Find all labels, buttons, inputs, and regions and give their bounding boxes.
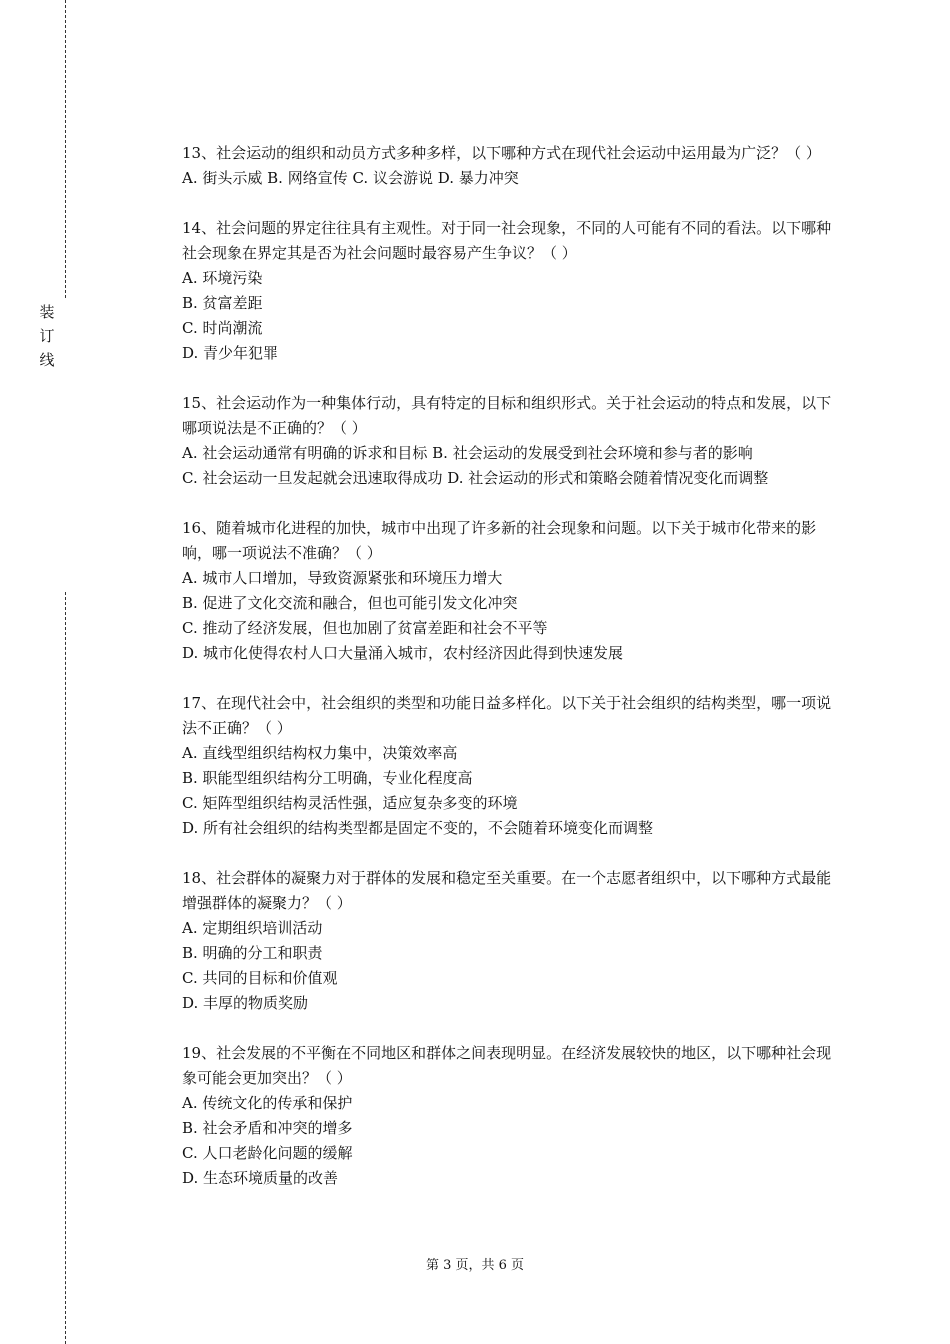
question-stem: 14、社会问题的界定往往具有主观性。对于同一社会现象，不同的人可能有不同的看法。以下哪种社会现象在界定其是否为社会问题时最容易产生争议？（ ） [182,219,832,262]
question-14 [182,216,842,366]
option-c: C. 时尚潮流 [182,319,263,337]
option-d: D. 生态环境质量的改善 [182,1169,339,1187]
binding-char: 线 [39,351,55,369]
option-c: C. 推动了经济发展，但也加剧了贫富差距和社会不平等 [182,619,548,637]
question-stem: 18、社会群体的凝聚力对于群体的发展和稳定至关重要。在一个志愿者组织中，以下哪种方式最能增强群体的凝聚力？（ ） [182,869,832,912]
question-stem: 13、社会运动的组织和动员方式多种多样，以下哪种方式在现代社会运动中运用最为广泛？（ ） [182,144,821,162]
option-a: A. 环境污染 [182,269,263,287]
question-15 [182,391,842,491]
option-d: D. 城市化使得农村人口大量涌入城市，农村经济因此得到快速发展 [182,644,624,662]
question-19 [182,1041,842,1191]
option-d: D. 丰厚的物质奖励 [182,994,309,1012]
option-c: C. 人口老龄化问题的缓解 [182,1144,353,1162]
option-a: A. 传统文化的传承和保护 [182,1094,353,1112]
question-stem: 17、在现代社会中，社会组织的类型和功能日益多样化。以下关于社会组织的结构类型，哪一项说法不正确？（ ） [182,694,832,737]
question-13 [182,141,842,191]
question-stem: 15、社会运动作为一种集体行动，具有特定的目标和组织形式。关于社会运动的特点和发展，以下哪项说法是不正确的？（ ） [182,394,832,437]
option-c: C. 共同的目标和价值观 [182,969,338,987]
binding-line-top [65,0,66,298]
binding-char: 订 [39,327,55,345]
option-b: B. 社会矛盾和冲突的增多 [182,1119,353,1137]
option-a: A. 直线型组织结构权力集中，决策效率高 [182,744,458,762]
option-b: B. 贫富差距 [182,294,263,312]
binding-label [37,300,57,372]
option-b: B. 职能型组织结构分工明确，专业化程度高 [182,769,473,787]
option-line: A. 街头示威 B. 网络宣传 C. 议会游说 D. 暴力冲突 [182,169,519,187]
option-a: A. 城市人口增加，导致资源紧张和环境压力增大 [182,569,503,587]
question-18 [182,866,842,1016]
binding-char: 装 [39,303,55,321]
question-17 [182,691,842,841]
option-line: C. 社会运动一旦发起就会迅速取得成功 D. 社会运动的形式和策略会随着情况变化而调整 [182,469,769,487]
question-stem: 16、随着城市化进程的加快，城市中出现了许多新的社会现象和问题。以下关于城市化带来的影响，哪一项说法不准确？（ ） [182,519,817,562]
option-b: B. 明确的分工和职责 [182,944,323,962]
page-footer: 第 3 页，共 6 页 [425,1258,525,1273]
question-16 [182,516,842,666]
option-line: A. 社会运动通常有明确的诉求和目标 B. 社会运动的发展受到社会环境和参与者的影响 [182,444,753,462]
binding-line-bottom [65,592,66,1344]
option-b: B. 促进了文化交流和融合，但也可能引发文化冲突 [182,594,518,612]
question-list [182,141,842,1216]
option-a: A. 定期组织培训活动 [182,919,323,937]
option-d: D. 青少年犯罪 [182,344,279,362]
option-c: C. 矩阵型组织结构灵活性强，适应复杂多变的环境 [182,794,518,812]
question-stem: 19、社会发展的不平衡在不同地区和群体之间表现明显。在经济发展较快的地区，以下哪种社会现象可能会更加突出？（ ） [182,1044,832,1087]
option-d: D. 所有社会组织的结构类型都是固定不变的，不会随着环境变化而调整 [182,819,654,837]
